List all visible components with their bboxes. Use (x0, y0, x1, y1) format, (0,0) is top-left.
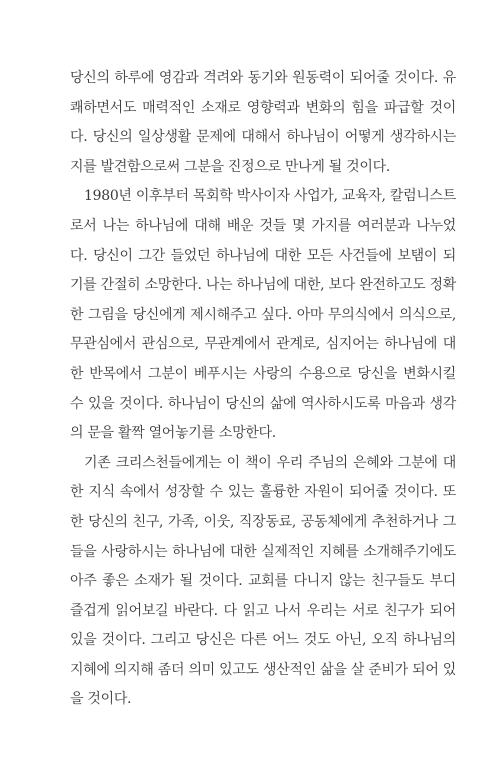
text-line: 쾌하면서도 매력적인 소재로 영향력과 변화의 힘을 파급할 것이 (70, 99, 456, 116)
text-line: 한 당신의 친구, 가족, 이웃, 직장동료, 공동체에게 추천하거나 그 (70, 513, 456, 530)
text-line: 들을 사랑하시는 하나님에 대한 실제적인 지혜를 소개해주기에도 (70, 543, 456, 560)
text-line: 지를 발견함으로써 그분을 진정으로 만나게 될 것이다. (70, 158, 390, 175)
text-line: 을 것이다. (70, 691, 132, 708)
paragraph-1 (70, 64, 456, 182)
text-line: 수 있을 것이다. 하나님이 당신의 삶에 역사하시도록 마음과 생각 (70, 395, 456, 412)
text-line: 당신의 하루에 영감과 격려와 동기와 원동력이 되어줄 것이다. 유 (70, 70, 456, 86)
text-line: 기존 크리스천들에게는 이 책이 우리 주님의 은혜와 그분에 대 (84, 454, 456, 471)
text-line: 다. 당신의 일상생활 문제에 대해서 하나님이 어떻게 생각하시는 (70, 129, 456, 146)
text-line: 기를 간절히 소망한다. 나는 하나님에 대한, 보다 완전하고도 정확 (70, 277, 456, 294)
text-line: 한 지식 속에서 성장할 수 있는 훌륭한 자원이 되어줄 것이다. 또 (70, 484, 456, 501)
text-line: 다. 당신이 그간 들었던 하나님에 대한 모든 사건들에 보탬이 되 (70, 247, 456, 264)
text-line: 지혜에 의지해 좀더 의미 있고도 생산적인 삶을 살 준비가 되어 있 (70, 661, 456, 678)
text-line: 한 그림을 당신에게 제시해주고 싶다. 아마 무의식에서 의식으로, (70, 306, 456, 323)
text-line: 의 문을 활짝 열어놓기를 소망한다. (70, 425, 276, 442)
text-line: 아주 좋은 소재가 될 것이다. 교회를 다니지 않는 친구들도 부디 (70, 573, 456, 590)
text-line: 무관심에서 관심으로, 무관계에서 관계로, 심지어는 하나님에 대 (70, 336, 456, 353)
paragraph-2 (70, 182, 456, 448)
text-line: 로서 나는 하나님에 대해 배운 것들 몇 가지를 여러분과 나누었 (70, 217, 456, 234)
text-line: 있을 것이다. 그리고 당신은 다른 어느 것도 아닌, 오직 하나님의 (70, 632, 456, 649)
text-line: 즐겁게 읽어보길 바란다. 다 읽고 나서 우리는 서로 친구가 되어 (70, 602, 456, 619)
text-line: 한 반목에서 그분이 베푸시는 사랑의 수용으로 당신을 변화시킬 (70, 365, 456, 382)
paragraph-3 (70, 449, 456, 715)
body-text (70, 64, 456, 715)
text-line: 1980년 이후부터 목회학 박사이자 사업가, 교육자, 칼럼니스트 (84, 188, 456, 205)
